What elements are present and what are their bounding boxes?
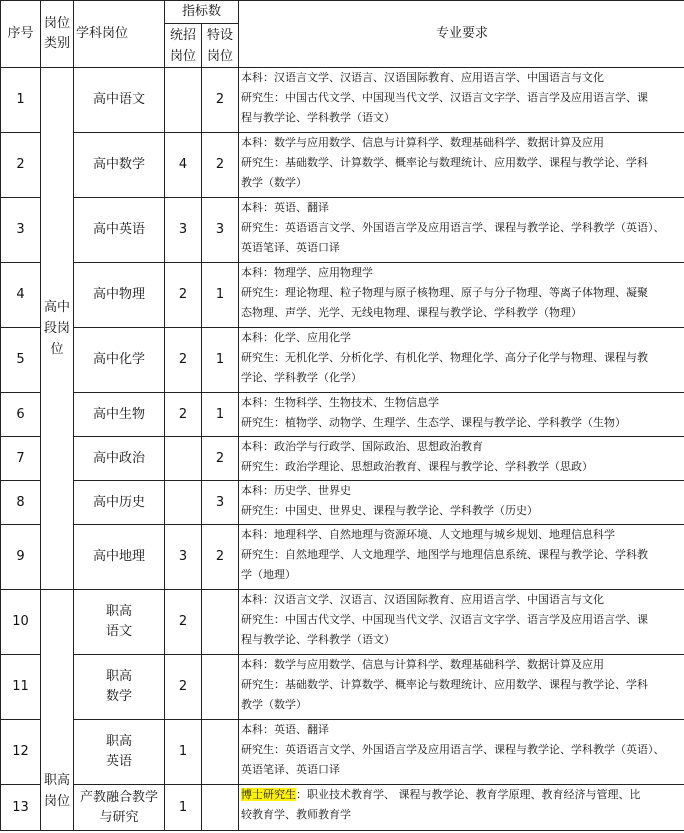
requirement-line: 学（地理） [241,568,297,581]
row-subject-line: 职高 [105,734,132,749]
row-special [202,785,239,831]
row-requirement [239,328,684,393]
table-row [1,785,684,831]
row-requirement [239,263,684,328]
row-seq: 8 [1,481,41,525]
table-row [1,328,684,393]
requirement-line: 态物理、声学、光学、无线电物理、课程与教学论、学科教学（物理） [241,306,583,319]
row-unified [165,68,202,133]
row-subject-line: 与研究 [99,809,139,825]
row-subject: 高中语文 [74,68,165,133]
row-seq: 3 [1,198,41,263]
table-row [1,720,684,785]
row-special: 2 [202,133,239,198]
row-subject: 高中地理 [74,525,165,590]
row-subject-line: 职高 [105,669,132,684]
requirement-line: 研究生：自然地理学、人文地理学、地图学与地理信息系统、课程与教学论、学科教 [241,548,649,561]
highlighted-text: 博士研究生 [241,788,297,801]
requirement-line: 研究生：无机化学、分析化学、有机化学、物理化学、高分子化学与物理、课程与教 [241,351,649,364]
requirement-line: 研究生：英语语言文学、外国语言学及应用语言学、课程与教学论、学科教学（英语）、 [241,221,665,234]
row-subject: 高中政治 [74,437,165,481]
requirement-line: 教学（数学） [241,176,308,189]
row-special [202,720,239,785]
table-row [1,133,684,198]
row-requirement [239,655,684,720]
table-row [1,263,684,328]
row-subject: 高中英语 [74,198,165,263]
row-subject-line: 英语 [105,754,132,769]
header-quota-special [202,24,239,68]
row-requirement [239,525,684,590]
requirement-line: 研究生：中国古代文学、中国现当代文学、汉语言文字学、语言学及应用语言学、课 [241,91,649,104]
row-special: 3 [202,481,239,525]
row-subject: 高中历史 [74,481,165,525]
requirement-line: 本科：数学与应用数学、信息与计算科学、数理基础科学、数据计算及应用 [241,136,605,149]
category-vocational [41,590,74,831]
table-row [1,590,684,655]
row-seq: 13 [1,785,41,831]
row-requirement [239,393,684,437]
requirement-line: 程与教学论、学科教学（语文） [241,111,396,124]
row-special: 2 [202,525,239,590]
requirement-line: 研究生：政治学理论、思想政治教育、课程与教学论、学科教学（思政） [241,460,594,473]
row-seq: 9 [1,525,41,590]
row-special [202,655,239,720]
row-subject [74,720,165,785]
row-unified [165,437,202,481]
requirement-line: 本科：政治学与行政学、国际政治、思想政治教育 [241,440,484,453]
row-subject: 高中生物 [74,393,165,437]
header-subject: 学科岗位 [74,1,165,68]
row-special: 1 [202,328,239,393]
requirement-line: 研究生：中国古代文学、中国现当代文学、汉语言文字学、语言学及应用语言学、课 [241,613,649,626]
header-row-1 [1,1,684,24]
row-requirement [239,481,684,525]
requirement-line: 研究生：英语语言文学、外国语言学及应用语言学、课程与教学论、学科教学（英语）、 [241,743,665,756]
row-requirement [239,720,684,785]
table-row [1,525,684,590]
row-special: 1 [202,263,239,328]
row-subject-line: 职高 [105,604,132,619]
row-unified: 1 [165,720,202,785]
requirement-line: 研究生：中国史、世界史、课程与教学论、学科教学（历史） [241,504,539,517]
row-unified [165,481,202,525]
requirement-line: 本科：历史学、世界史 [241,484,352,497]
requirement-line: 研究生：理论物理、粒子物理与原子核物理、原子与分子物理、等离子体物理、凝聚 [241,286,649,299]
row-unified: 3 [165,198,202,263]
row-requirement [239,133,684,198]
row-seq: 7 [1,437,41,481]
row-seq: 4 [1,263,41,328]
row-special: 3 [202,198,239,263]
table-row [1,481,684,525]
requirement-text: ：职业技术教育学、 课程与教学论、教育学原理、教育经济与管理、比 [296,788,641,801]
row-unified: 2 [165,328,202,393]
row-subject-line: 产教融合教学 [79,789,158,805]
row-subject [74,590,165,655]
row-unified: 1 [165,785,202,831]
row-unified: 3 [165,525,202,590]
header-category [41,1,74,68]
requirement-line: 程与教学论、学科教学（语文） [241,633,396,646]
row-subject-line: 数学 [105,689,132,704]
row-unified: 2 [165,393,202,437]
row-subject: 高中化学 [74,328,165,393]
row-unified: 2 [165,655,202,720]
header-category-label: 岗位类别 [43,16,70,51]
requirement-line: 本科：化学、应用化学 [241,331,352,344]
requirement-line [241,785,684,805]
requirement-line: 本科：生物科学、生物技术、生物信息学 [241,396,440,409]
row-special: 2 [202,437,239,481]
row-requirement [239,785,684,831]
row-seq: 2 [1,133,41,198]
requirement-line: 研究生：基础数学、计算数学、概率论与数理统计、应用数学、课程与教学论、学科 [241,156,649,169]
table-row [1,68,684,133]
category-high-school [41,68,74,590]
table-row [1,437,684,481]
row-seq: 1 [1,68,41,133]
row-seq: 10 [1,590,41,655]
header-quota-special-label: 特设岗位 [206,27,233,64]
header-requirement: 专业要求 [239,1,684,68]
row-subject [74,655,165,720]
row-special: 2 [202,68,239,133]
requirement-line: 英语笔译、英语口译 [241,241,341,254]
row-special [202,590,239,655]
row-unified: 2 [165,263,202,328]
requirement-line: 本科：英语、翻译 [241,201,330,214]
row-seq: 6 [1,393,41,437]
requirement-line: 本科：汉语言文学、汉语言、汉语国际教育、应用语言学、中国语言与文化 [241,593,605,606]
row-requirement [239,198,684,263]
row-requirement [239,590,684,655]
requirement-line: 较教育学、教师教育学 [241,808,352,821]
requirement-line: 本科：英语、翻译 [241,723,330,736]
row-unified: 2 [165,590,202,655]
category-label: 职高岗位 [43,773,70,809]
requirement-line: 研究生：植物学、动物学、生理学、生态学、课程与教学论、学科教学（生物） [241,416,627,429]
requirement-line: 本科：汉语言文学、汉语言、汉语国际教育、应用语言学、中国语言与文化 [241,71,605,84]
requirement-line: 学论、学科教学（化学） [241,371,363,384]
row-seq: 5 [1,328,41,393]
row-subject [74,785,165,831]
requirement-line: 本科：物理学、应用物理学 [241,266,374,279]
table-row [1,655,684,720]
row-subject-line: 语文 [105,624,132,639]
header-quota-unified [165,24,202,68]
header-quota: 指标数 [165,1,239,24]
requirement-line: 研究生：基础数学、计算数学、概率论与数理统计、应用数学、课程与教学论、学科 [241,678,649,691]
requirement-line: 英语笔译、英语口译 [241,763,341,776]
row-requirement [239,68,684,133]
category-label: 高中段岗位 [43,300,70,357]
row-unified: 4 [165,133,202,198]
row-special: 1 [202,393,239,437]
row-seq: 12 [1,720,41,785]
header-quota-unified-label: 统招岗位 [169,27,196,64]
header-seq: 序号 [1,1,41,68]
requirement-line: 本科：数学与应用数学、信息与计算科学、数理基础科学、数据计算及应用 [241,658,605,671]
requirement-line: 本科：地理科学、自然地理与资源环境、人文地理与城乡规划、地理信息科学 [241,528,616,541]
row-subject: 高中物理 [74,263,165,328]
row-seq: 11 [1,655,41,720]
requirement-line: 教学（数学） [241,698,308,711]
row-requirement [239,437,684,481]
row-subject: 高中数学 [74,133,165,198]
table-row [1,393,684,437]
table-row [1,198,684,263]
